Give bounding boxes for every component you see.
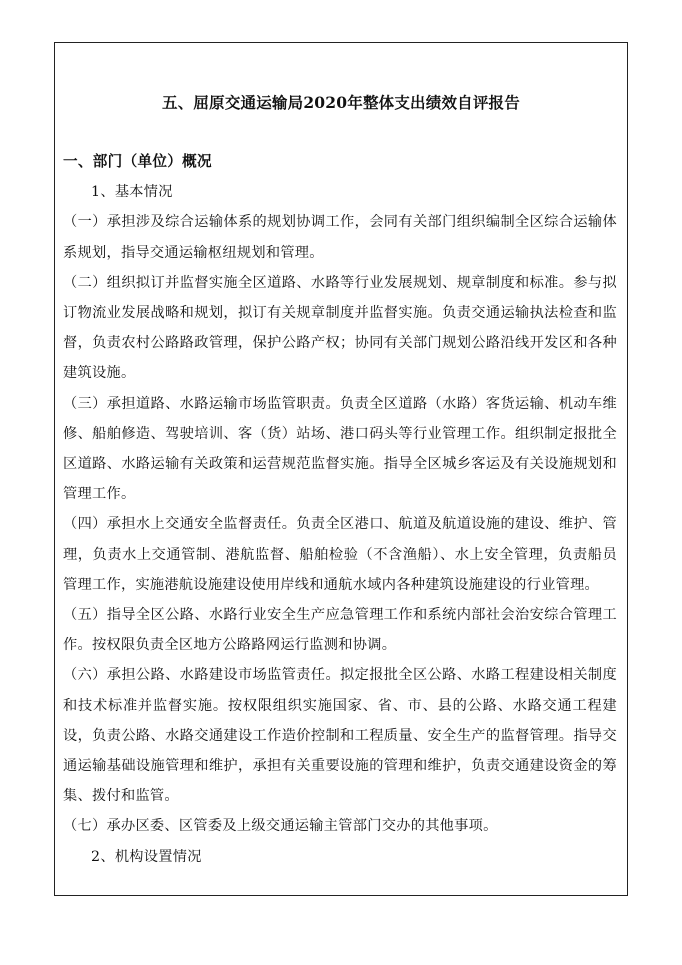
report-title: 五、屈原交通运输局2020年整体支出绩效自评报告 xyxy=(162,93,520,112)
duty-paragraph-7: （七）承办区委、区管委及上级交通运输主管部门交办的其他事项。 xyxy=(63,818,498,835)
duty-paragraph-6: （六）承担公路、水路建设市场监管责任。拟定报批全区公路、水路工程建设相关制度和技术标准并监督实施。按权限组织实施国家、省、市、县的公路、水路交通工程建设，负责公路、水路交通建设工作造价控制和工程质量、安全生产的监督管理。指导交通运输基础设施管理和维护，承担有关重要设施的管理和维护，负责交通建设资金的筹集、拨付和监管。 xyxy=(63,667,617,805)
duty-paragraph-5: （五）指导全区公路、水路行业安全生产应急管理工作和系统内部社会治安综合管理工作。按权限负责全区地方公路路网运行监测和协调。 xyxy=(63,607,617,654)
duty-paragraph-1: （一）承担涉及综合运输体系的规划协调工作，会同有关部门组织编制全区综合运输体系规划，指导交通运输枢纽规划和管理。 xyxy=(63,214,617,261)
duty-paragraph-4: （四）承担水上交通安全监督责任。负责全区港口、航道及航道设施的建设、维护、管理，负责水上交通管制、港航监督、船舶检验（不含渔船）、水上安全管理，负责船员管理工作，实施港航设施建设使用岸线和通航水域内各种建筑设施建设的行业管理。 xyxy=(63,516,617,593)
subheading-basic-info: 1、基本情况 xyxy=(91,184,173,201)
subheading-organization: 2、机构设置情况 xyxy=(91,848,202,865)
section-heading: 一、部门（单位）概况 xyxy=(63,153,212,170)
duty-paragraph-3: （三）承担道路、水路运输市场监管职责。负责全区道路（水路）客货运输、机动车维修、船舶修造、驾驶培训、客（货）站场、港口码头等行业管理工作。组织制定报批全区道路、水路运输有关政策和运营规范监督实施。指导全区城乡客运及有关设施规划和管理工作。 xyxy=(63,395,617,503)
duty-paragraph-2: （二）组织拟订并监督实施全区道路、水路等行业发展规划、规章制度和标准。参与拟订物流业发展战略和规划，拟订有关规章制度并监督实施。负责交通运输执法检查和监督，负责农村公路路政管理，保护公路产权；协同有关部门规划公路沿线开发区和各种建筑设施。 xyxy=(63,274,617,382)
report-frame xyxy=(54,42,628,896)
report-body xyxy=(63,147,617,872)
